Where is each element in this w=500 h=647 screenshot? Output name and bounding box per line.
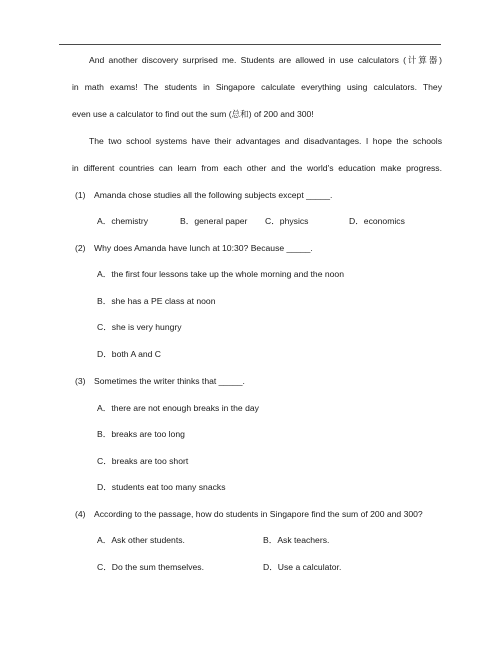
question-1-option-d: D．economics	[349, 216, 405, 226]
question-3-option-d: D．students eat too many snacks	[97, 482, 226, 492]
question-1-option-b: B．general paper	[180, 216, 248, 226]
question-4-option-b: B．Ask teachers.	[263, 535, 330, 545]
passage-p1-line-1: And another discovery surprised me. Students are allowed in use calculators (计算器)	[89, 55, 442, 65]
question-1-text: Amanda chose studies all the following subjects except _____.	[94, 190, 333, 200]
question-2-option-c: C．she is very hungry	[97, 322, 182, 332]
passage-p2-line-1: The two school systems have their advantages and disadvantages. I hope the schools	[89, 136, 442, 146]
question-2-option-d: D．both A and C	[97, 349, 162, 359]
question-3-option-b: B．breaks are too long	[97, 429, 185, 439]
question-4-option-d: D．Use a calculator.	[263, 562, 342, 572]
question-4-text: According to the passage, how do students in Singapore find the sum of 200 and 300?	[94, 509, 423, 519]
question-3-number: (3)	[75, 376, 86, 386]
question-4-option-c: C．Do the sum themselves.	[97, 562, 204, 572]
header-rule	[59, 44, 441, 45]
question-2-option-a: A．the first four lessons take up the whole morning and the noon	[97, 269, 344, 279]
question-4-option-a: A．Ask other students.	[97, 535, 185, 545]
passage-p1-line-3: even use a calculator to find out the sum (总和) of 200 and 300!	[72, 109, 314, 119]
question-1-option-a: A．chemistry	[97, 216, 149, 226]
question-2-text: Why does Amanda have lunch at 10:30? Because _____.	[94, 243, 313, 253]
question-2-option-b: B．she has a PE class at noon	[97, 296, 216, 306]
question-1-option-c: C．physics	[265, 216, 309, 226]
question-3-text: Sometimes the writer thinks that _____.	[94, 376, 245, 386]
passage-p1-line-2: in math exams! The students in Singapore calculate everything using calculators. They	[72, 82, 442, 92]
passage-p2-line-2: in different countries can learn from each other and the world's education make progress.	[72, 163, 442, 173]
question-4-number: (4)	[75, 509, 86, 519]
question-3-option-c: C．breaks are too short	[97, 456, 189, 466]
question-2-number: (2)	[75, 243, 86, 253]
question-1-number: (1)	[75, 190, 86, 200]
question-3-option-a: A．there are not enough breaks in the day	[97, 403, 259, 413]
